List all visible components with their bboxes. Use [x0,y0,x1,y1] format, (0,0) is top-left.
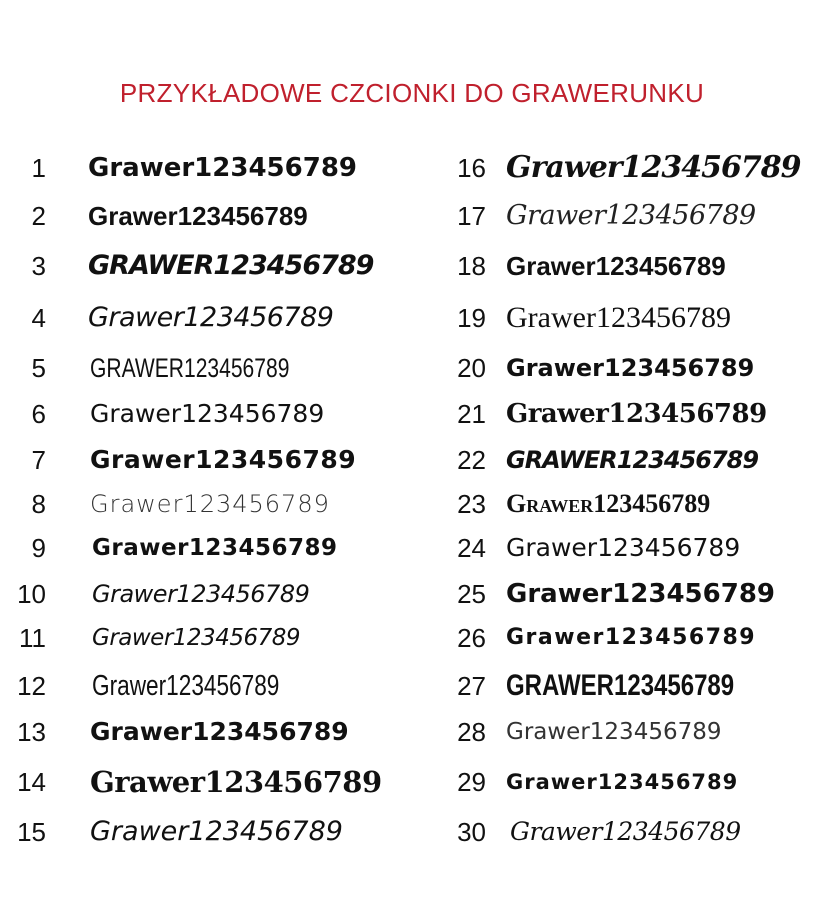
font-number: 18 [457,251,486,281]
font-number: 9 [31,533,46,563]
font-sample-text: Grawer123456789 [510,817,741,846]
font-number: 26 [457,623,486,653]
font-sample-text: Grawer123456789 [506,625,757,650]
font-number: 12 [17,671,46,701]
font-sample-text: GRAWER123456789 [88,250,374,281]
font-number: 15 [17,817,46,847]
font-number: 22 [457,445,486,475]
font-number: 5 [31,353,46,383]
font-number: 14 [17,767,46,797]
font-sample-text: Grawer123456789 [506,770,739,794]
font-number: 30 [457,817,486,847]
font-number: 19 [457,303,486,333]
font-number: 23 [457,489,486,519]
font-sample-text: GRAWER123456789 [506,669,735,702]
font-number: 13 [17,717,46,747]
font-number: 20 [457,353,486,383]
font-number: 2 [31,201,46,231]
font-sample-text: Grawer123456789 [88,201,308,231]
font-number: 16 [457,153,486,183]
font-sample-text: Grawer123456789 [90,445,357,474]
font-sample-text: Grawer123456789 [92,625,300,651]
font-sample-text: Grawer123456789 [506,150,801,185]
font-sample-text: Grawer123456789 [506,533,741,562]
font-number: 6 [31,399,46,429]
font-sample-text: Grawer123456789 [88,302,334,333]
font-sample-text: Grawer123456789 [90,816,343,847]
font-number: 27 [457,671,486,701]
font-number: 17 [457,201,486,231]
font-number: 11 [19,623,46,653]
font-number: 10 [17,579,46,609]
font-sample-text: Grawer123456789 [506,579,776,609]
font-sample-text: Grawer123456789 [90,399,325,428]
font-sample-text: Grawer123456789 [92,670,280,702]
font-sample-text: Grawer123456789 [90,717,349,746]
font-sample-text: Grawer123456789 [506,399,767,429]
page-title: PRZYKŁADOWE CZCIONKI DO GRAWERUNKU [119,78,705,108]
font-sample-text: Grawer123456789 [90,490,330,518]
font-number: 25 [457,579,486,609]
font-number: 21 [457,399,486,429]
font-sample-text: GRAWER123456789 [90,353,290,383]
font-number: 24 [457,533,486,563]
font-number: 28 [457,717,486,747]
font-number: 7 [31,445,46,475]
font-sample-text: Grawer123456789 [88,153,358,183]
font-sample-text: Grawer123456789 [506,301,731,334]
font-sample-text: Grawer123456789 [90,765,382,799]
font-number: 4 [31,303,46,333]
font-sample-text: Grawer123456789 [506,251,726,281]
font-number: 1 [31,153,46,183]
font-sample-text: Grawer123456789 [506,489,711,518]
font-number: 29 [457,767,486,797]
font-sample-text: Grawer123456789 [92,535,338,561]
font-number: 3 [31,251,46,281]
font-sample-text: GRAWER123456789 [506,446,759,474]
font-sample-text: Grawer123456789 [506,354,755,382]
font-number: 8 [31,489,46,519]
font-sample-text: Grawer123456789 [506,200,756,231]
font-sample-text: Grawer123456789 [92,580,310,608]
font-sample-text: Grawer123456789 [506,719,722,745]
